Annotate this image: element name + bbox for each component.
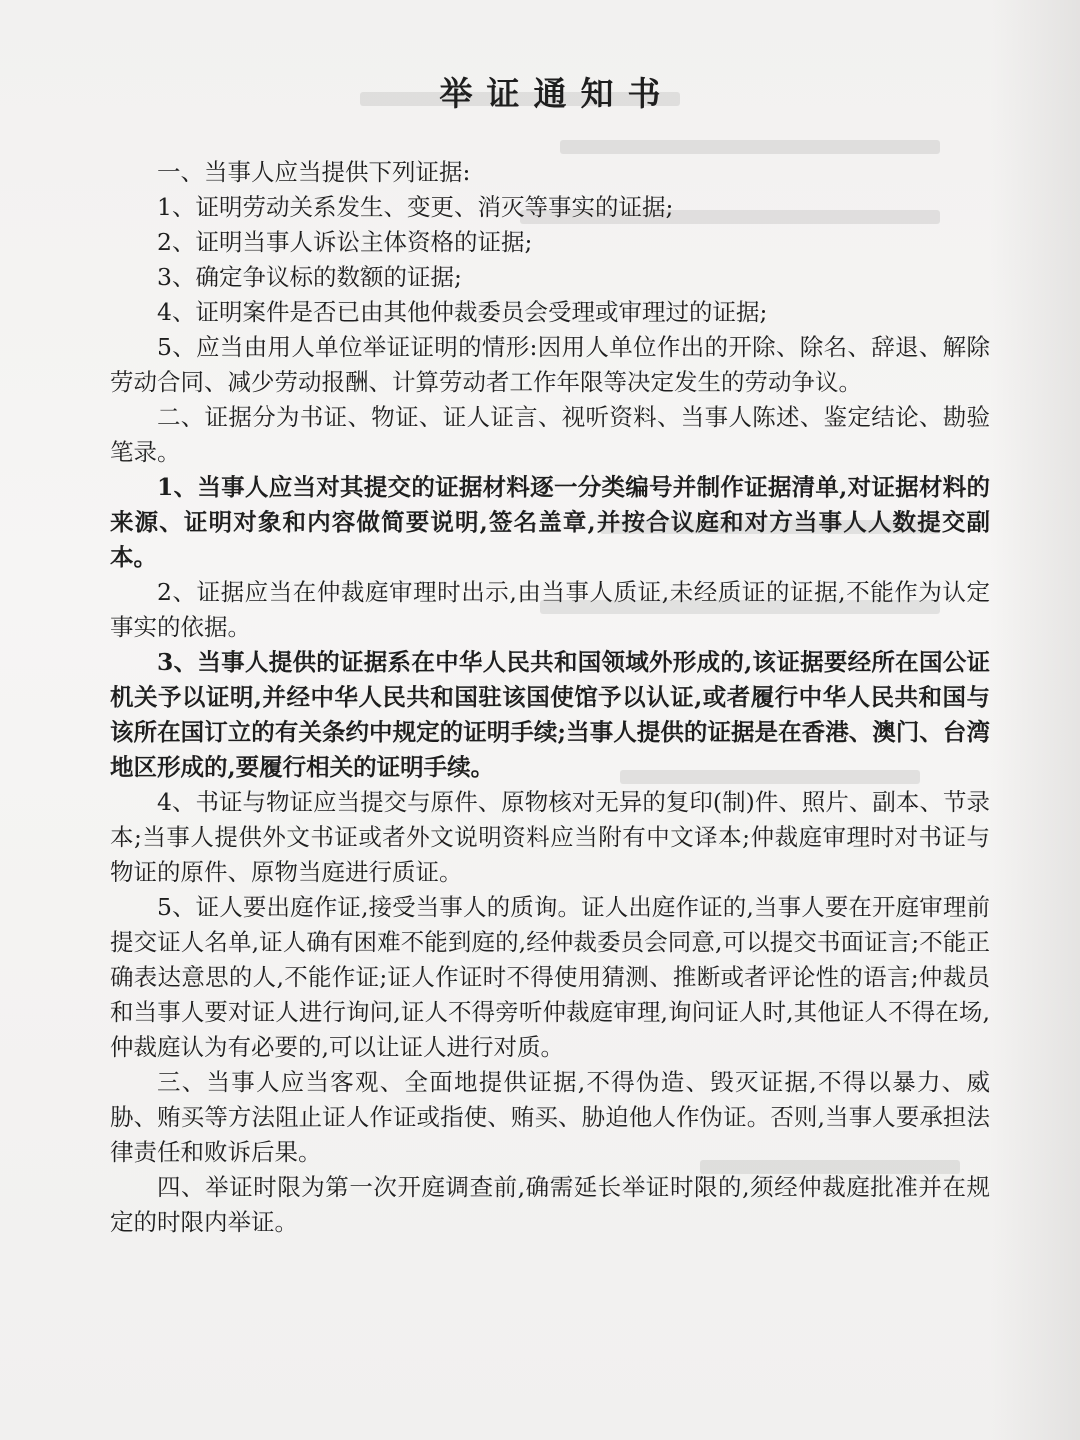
section-1-item-5: 5、应当由用人单位举证证明的情形:因用人单位作出的开除、除名、辞退、解除劳动合同、减少劳动报酬、计算劳动者工作年限等决定发生的劳动争议。 (110, 333, 990, 396)
section-1-item-3: 3、确定争议标的数额的证据; (157, 263, 462, 291)
section-1-item-1: 1、证明劳动关系发生、变更、消灭等事实的证据; (157, 193, 674, 221)
section-3-paragraph: 三、当事人应当客观、全面地提供证据,不得伪造、毁灭证据,不得以暴力、威胁、贿买等方法阻止证人作证或指使、贿买、胁迫他人作伪证。否则,当事人要承担法律责任和败诉后果。 (110, 1068, 990, 1166)
document-title: 举证通知书 (439, 74, 675, 113)
section-1-heading: 一、当事人应当提供下列证据: (157, 158, 471, 186)
section-4-paragraph: 四、举证时限为第一次开庭调查前,确需延长举证时限的,须经仲裁庭批准并在规定的时限内举证。 (110, 1173, 990, 1236)
notice-document (110, 62, 990, 1240)
section-1-item-4: 4、证明案件是否已由其他仲裁委员会受理或审理过的证据; (157, 298, 768, 326)
section-2-item-1: 1、当事人应当对其提交的证据材料逐一分类编号并制作证据清单,对证据材料的来源、证明对象和内容做简要说明,签名盖章,并按合议庭和对方当事人人数提交副本。 (110, 473, 990, 571)
section-2-item-5: 5、证人要出庭作证,接受当事人的质询。证人出庭作证的,当事人要在开庭审理前提交证人名单,证人确有困难不能到庭的,经仲裁委员会同意,可以提交书面证言;不能正确表达意思的人,不能作证;证人作证时不得使用猜测、推断或者评论性的语言;仲裁员和当事人要对证人进行询问,证人不得旁听仲裁庭审理,询问证人时,其他证人不得在场,仲裁庭认为有必要的,可以让证人进行对质。 (110, 893, 990, 1061)
section-2-item-3: 3、当事人提供的证据系在中华人民共和国领域外形成的,该证据要经所在国公证机关予以证明,并经中华人民共和国驻该国使馆予以认证,或者履行中华人民共和国与该所在国订立的有关条约中规定的证明手续;当事人提供的证据是在香港、澳门、台湾地区形成的,要履行相关的证明手续。 (110, 648, 990, 781)
section-2-heading: 二、证据分为书证、物证、证人证言、视听资料、当事人陈述、鉴定结论、勘验笔录。 (110, 403, 990, 466)
section-2-item-2: 2、证据应当在仲裁庭审理时出示,由当事人质证,未经质证的证据,不能作为认定事实的依据。 (110, 578, 990, 641)
section-2-item-4: 4、书证与物证应当提交与原件、原物核对无异的复印(制)件、照片、副本、节录本;当事人提供外文书证或者外文说明资料应当附有中文译本;仲裁庭审理时对书证与物证的原件、原物当庭进行质证。 (110, 788, 990, 886)
section-1-item-2: 2、证明当事人诉讼主体资格的证据; (157, 228, 533, 256)
paper-edge-shadow (990, 0, 1080, 1440)
